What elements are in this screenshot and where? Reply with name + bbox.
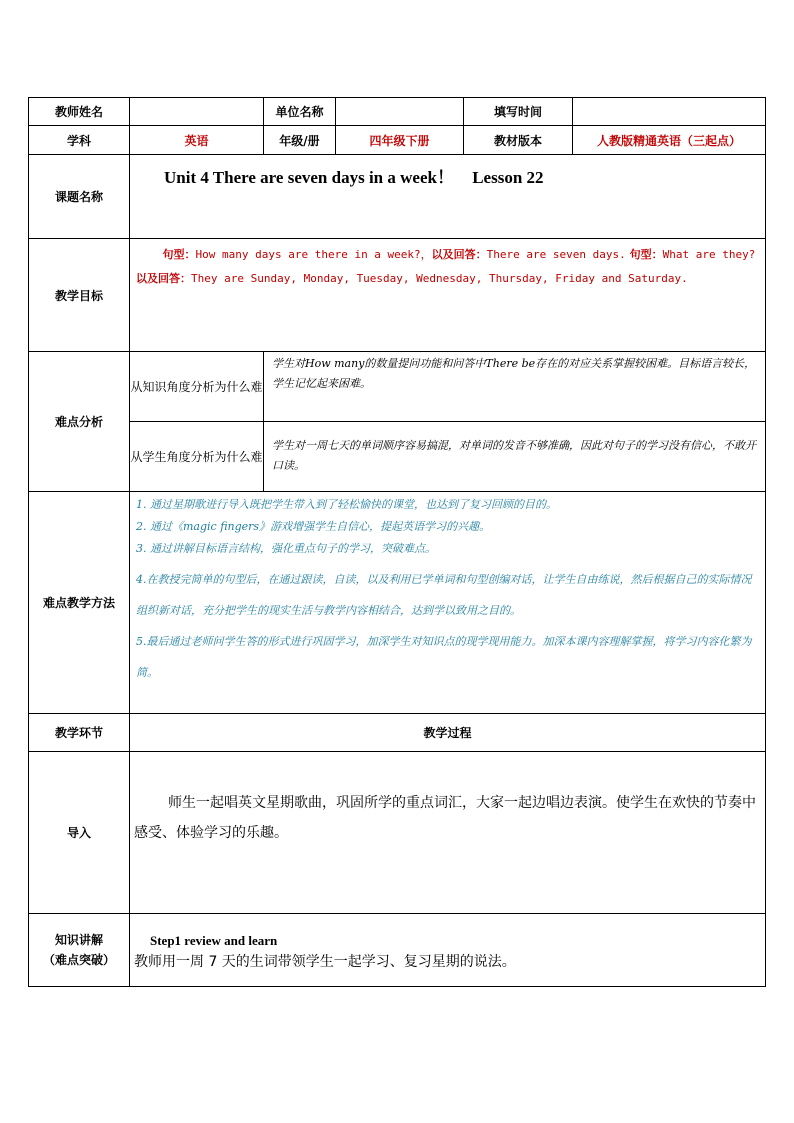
objectives-part-6: What are they? — [662, 248, 756, 261]
step-text: 教师用一周 7 天的生词带领学生一起学习、复习星期的说法。 — [134, 954, 516, 970]
process-header-row — [29, 714, 766, 752]
header-row-1 — [29, 98, 766, 126]
fill-time-field — [573, 98, 766, 126]
methods-label: 难点教学方法 — [29, 492, 130, 714]
stage-label: 教学环节 — [29, 714, 130, 752]
lesson-title — [130, 155, 766, 239]
lesson-title-row — [29, 155, 766, 239]
lesson-title-label: 课题名称 — [29, 155, 130, 239]
teacher-name-field — [130, 98, 264, 126]
subject-label: 学科 — [29, 126, 130, 155]
knowledge-label: 知识讲解 （难点突破） — [29, 914, 130, 987]
objectives-part-4: There are seven days. — [486, 248, 626, 261]
lesson-plan-document — [28, 97, 765, 987]
lesson-number: Lesson 22 — [472, 168, 544, 187]
fill-time-label: 填写时间 — [464, 98, 573, 126]
teacher-name-label: 教师姓名 — [29, 98, 130, 126]
method-item: 4.在教授完简单的句型后，在通过跟读，自读，以及利用已学单词和句型创编对话，让学生自由练说，然后根据自己的实际情况组织新对话，充分把学生的现实生活与教学内容相结合，达到学以致用之目的。 — [136, 573, 752, 617]
unit-name-label: 单位名称 — [264, 98, 336, 126]
grade-label: 年级/册 — [264, 126, 336, 155]
method-item: 1. 通过星期歌进行导入既把学生带入到了轻松愉快的课堂，也达到了复习回顾的目的。 — [136, 498, 557, 511]
student-angle-label: 从学生角度分析为什么难 — [130, 422, 264, 492]
objectives-part-3: 以及回答： — [431, 248, 487, 261]
methods-row — [29, 492, 766, 714]
header-row-2 — [29, 126, 766, 155]
textbook-value: 人教版精通英语（三起点） — [573, 126, 766, 155]
difficulty-label: 难点分析 — [29, 352, 130, 492]
subject-value: 英语 — [130, 126, 264, 155]
objectives-part-5: 句型： — [625, 248, 663, 261]
objectives-text — [130, 239, 766, 352]
objectives-part-2: How many days are there in a week?， — [195, 248, 432, 261]
objectives-part-7: 以及回答： — [136, 272, 191, 285]
method-item: 5.最后通过老师问学生答的形式进行巩固学习，加深学生对知识点的现学现用能力。加深本课内容理解掌握，将学习内容化繁为简。 — [136, 635, 752, 679]
lesson-unit-title: Unit 4 There are seven days in a week！ — [164, 168, 454, 187]
objectives-part-8: They are Sunday, Monday, Tuesday, Wednesday, Thursday, Friday and Saturday. — [191, 272, 688, 285]
objectives-row — [29, 239, 766, 352]
grade-value: 四年级下册 — [336, 126, 464, 155]
difficulty-row-student — [29, 422, 766, 492]
methods-list — [130, 492, 766, 714]
objectives-label: 教学目标 — [29, 239, 130, 352]
objectives-part-1: 句型： — [162, 248, 196, 261]
intro-row — [29, 752, 766, 914]
difficulty-row-knowledge — [29, 352, 766, 422]
method-item: 3. 通过讲解目标语言结构，强化重点句子的学习，突破难点。 — [136, 542, 436, 555]
method-item: 2. 通过《magic fingers》游戏增强学生自信心，提起英语学习的兴趣。 — [136, 520, 491, 533]
unit-name-field — [336, 98, 464, 126]
knowledge-angle-label: 从知识角度分析为什么难 — [130, 352, 264, 422]
knowledge-angle-text: 学生对How many的数量提问功能和问答中There be存在的对应关系掌握较困难。目标语言较长，学生记忆起来困难。 — [264, 352, 766, 422]
intro-label: 导入 — [29, 752, 130, 914]
lesson-plan-table — [28, 97, 766, 987]
knowledge-content — [130, 914, 766, 987]
step-title: Step1 review and learn — [150, 933, 278, 948]
process-label: 教学过程 — [130, 714, 766, 752]
student-angle-text: 学生对一周七天的单词顺序容易搞混，对单词的发音不够准确，因此对句子的学习没有信心，不敢开口读。 — [264, 422, 766, 492]
knowledge-row — [29, 914, 766, 987]
textbook-label: 教材版本 — [464, 126, 573, 155]
intro-text: 师生一起唱英文星期歌曲，巩固所学的重点词汇，大家一起边唱边表演。使学生在欢快的节奏中感受、体验学习的乐趣。 — [130, 752, 766, 914]
